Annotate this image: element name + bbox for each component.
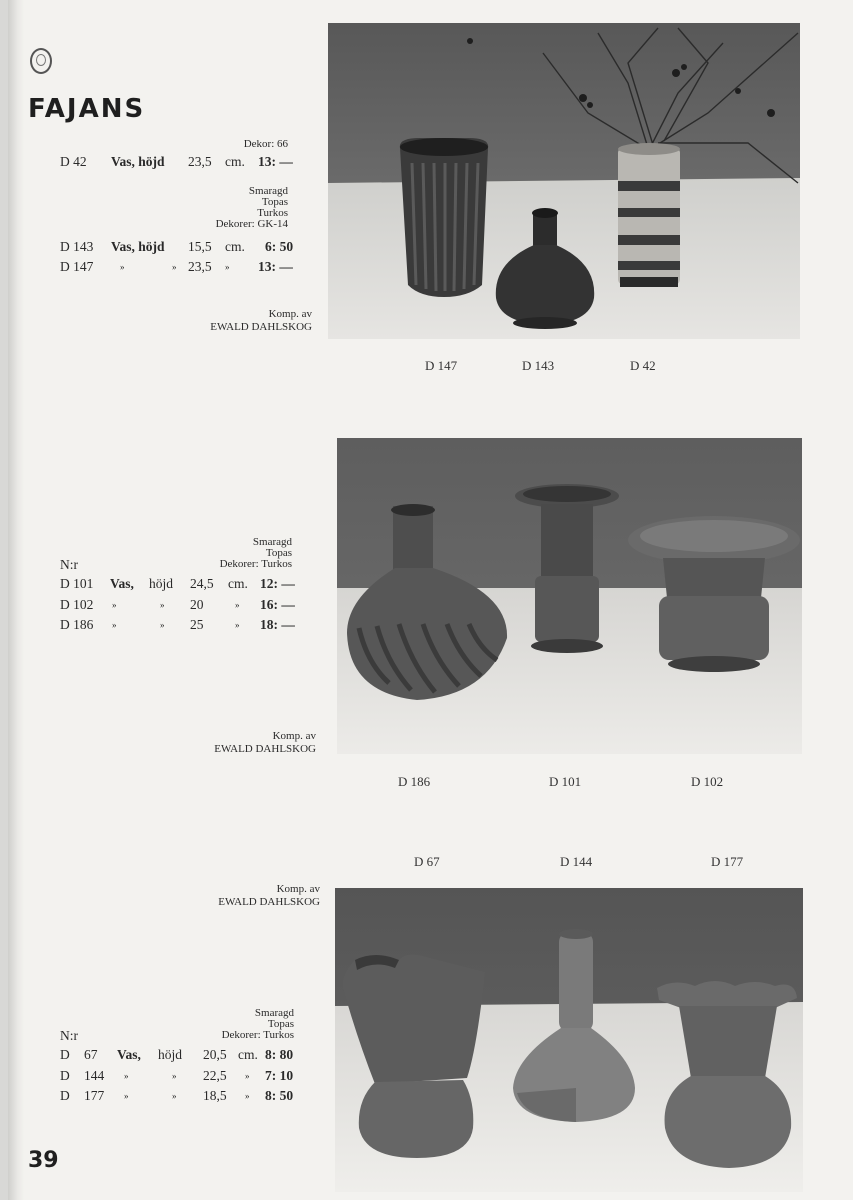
- item-desc: Vas,: [117, 1047, 141, 1062]
- photo-caption: D 144: [560, 854, 593, 869]
- item-desc2: »: [160, 620, 165, 630]
- dekorer-line: [200, 1030, 294, 1041]
- komp-label: Komp. av: [276, 883, 320, 895]
- item-price: 8: 50: [265, 1088, 294, 1103]
- dekor-option: Turkos: [257, 207, 288, 219]
- table-row: [60, 1068, 310, 1084]
- komp-label: Komp. av: [272, 730, 316, 742]
- item-desc: »: [112, 620, 117, 630]
- dekorer-label: Dekorer:: [221, 1029, 261, 1041]
- item-desc2: höjd: [149, 576, 174, 591]
- item-height: 18,5: [203, 1088, 227, 1103]
- dekorer-option-last: Turkos: [263, 1029, 294, 1041]
- item-price: 6: 50: [265, 239, 294, 254]
- page-title: FAJANS: [28, 94, 146, 124]
- item-unit: cm.: [238, 1047, 258, 1062]
- photo-caption: D 102: [691, 774, 724, 789]
- dekorer-code: GK-14: [257, 218, 288, 230]
- photo-caption: D 186: [398, 774, 431, 789]
- item-desc2: »: [160, 600, 165, 610]
- product-photo-3: [335, 888, 803, 1192]
- item-desc: »: [124, 1091, 129, 1101]
- vase-d147-icon: [400, 138, 488, 297]
- item-number: 67: [84, 1047, 98, 1062]
- photo-caption: D 101: [549, 774, 582, 789]
- item-desc2: »: [172, 1091, 177, 1101]
- item-unit: »: [245, 1071, 250, 1081]
- item-unit: »: [235, 620, 240, 630]
- dekor-label: Dekor:: [243, 138, 275, 150]
- nr-label: N:r: [60, 557, 78, 572]
- item-height: 20: [190, 597, 204, 612]
- item-number: 177: [84, 1088, 105, 1103]
- item-price: 18: —: [260, 617, 295, 632]
- item-desc: »: [124, 1071, 129, 1081]
- item-unit: cm.: [225, 239, 245, 254]
- table-row: [60, 576, 310, 592]
- item-code: D 42: [60, 154, 87, 169]
- table-row: [60, 1047, 310, 1063]
- item-height: 20,5: [203, 1047, 227, 1062]
- designer-name: EWALD DAHLSKOG: [218, 896, 320, 908]
- item-height: 24,5: [190, 576, 214, 591]
- photo-caption: D 147: [425, 358, 458, 373]
- item-desc: Vas, höjd: [111, 154, 165, 169]
- vase-d42-icon: [618, 143, 680, 287]
- table-row: [60, 1088, 310, 1104]
- item-height: 15,5: [188, 239, 212, 254]
- item-code: D 147: [60, 259, 94, 274]
- product-photo-1: [328, 23, 800, 339]
- item-desc2: »: [172, 262, 177, 272]
- item-height: 22,5: [203, 1068, 227, 1083]
- table-row: [60, 154, 310, 170]
- table-row: [60, 617, 310, 633]
- dekor-value: 66: [277, 138, 288, 150]
- table-row: [60, 239, 310, 255]
- dekorer-options: [200, 537, 292, 570]
- nr-label: N:r: [60, 1028, 78, 1043]
- item-desc: »: [120, 262, 125, 272]
- designer-credit: [150, 309, 312, 333]
- dekorer-options: [200, 1008, 294, 1041]
- dekorer-label: Dekorer:: [215, 218, 255, 230]
- photo-caption: D 177: [711, 854, 744, 869]
- item-price: 7: 10: [265, 1068, 294, 1083]
- page-number: 39: [28, 1148, 59, 1173]
- item-desc: Vas,: [110, 576, 134, 591]
- item-code: D: [60, 1068, 70, 1083]
- item-number: 144: [84, 1068, 105, 1083]
- designer-credit: [150, 731, 316, 755]
- item-price: 13: —: [258, 154, 293, 169]
- dekor-option: Smaragd: [252, 536, 292, 548]
- item-desc2: »: [172, 1071, 177, 1081]
- item-code: D 143: [60, 239, 94, 254]
- item-price: 13: —: [258, 259, 293, 274]
- dekorer-label: Dekorer:: [219, 558, 259, 570]
- photo-caption: D 67: [414, 854, 440, 869]
- item-height: 25: [190, 617, 204, 632]
- dekorer-option-last: Turkos: [261, 558, 292, 570]
- item-desc: Vas, höjd: [111, 239, 165, 254]
- item-unit: »: [235, 600, 240, 610]
- item-height: 23,5: [188, 154, 212, 169]
- photo-caption: D 143: [522, 358, 555, 373]
- dekor-option: Smaragd: [248, 185, 288, 197]
- dekor-option: Topas: [261, 196, 288, 208]
- item-desc: »: [112, 600, 117, 610]
- item-price: 8: 80: [265, 1047, 294, 1062]
- table-row: [60, 597, 310, 613]
- item-code: D 101: [60, 576, 94, 591]
- designer-credit: [150, 884, 320, 908]
- item-code: D 186: [60, 617, 94, 632]
- designer-name: EWALD DAHLSKOG: [210, 321, 312, 333]
- dekorer-line: [200, 219, 288, 230]
- komp-label: Komp. av: [268, 308, 312, 320]
- item-unit: cm.: [228, 576, 248, 591]
- table-row: [60, 259, 310, 275]
- item-unit: cm.: [225, 154, 245, 169]
- item-height: 23,5: [188, 259, 212, 274]
- item-code: D: [60, 1088, 70, 1103]
- item-price: 16: —: [260, 597, 295, 612]
- item-code: D: [60, 1047, 70, 1062]
- item-unit: »: [245, 1091, 250, 1101]
- dekorer-line: [200, 559, 292, 570]
- product-photo-2: [337, 438, 802, 754]
- item-price: 12: —: [260, 576, 295, 591]
- page-spine: [8, 0, 24, 1200]
- dekorer-options: [200, 186, 288, 230]
- dekor-option: Smaragd: [254, 1007, 294, 1019]
- item-unit: »: [225, 262, 230, 272]
- binder-hole-icon: [30, 48, 52, 74]
- photo-caption: D 42: [630, 358, 656, 373]
- item-code: D 102: [60, 597, 94, 612]
- dekor-option: Topas: [265, 547, 292, 559]
- dekor-option: Topas: [267, 1018, 294, 1030]
- item-desc2: höjd: [158, 1047, 183, 1062]
- designer-name: EWALD DAHLSKOG: [214, 743, 316, 755]
- dekor-line: [200, 139, 288, 150]
